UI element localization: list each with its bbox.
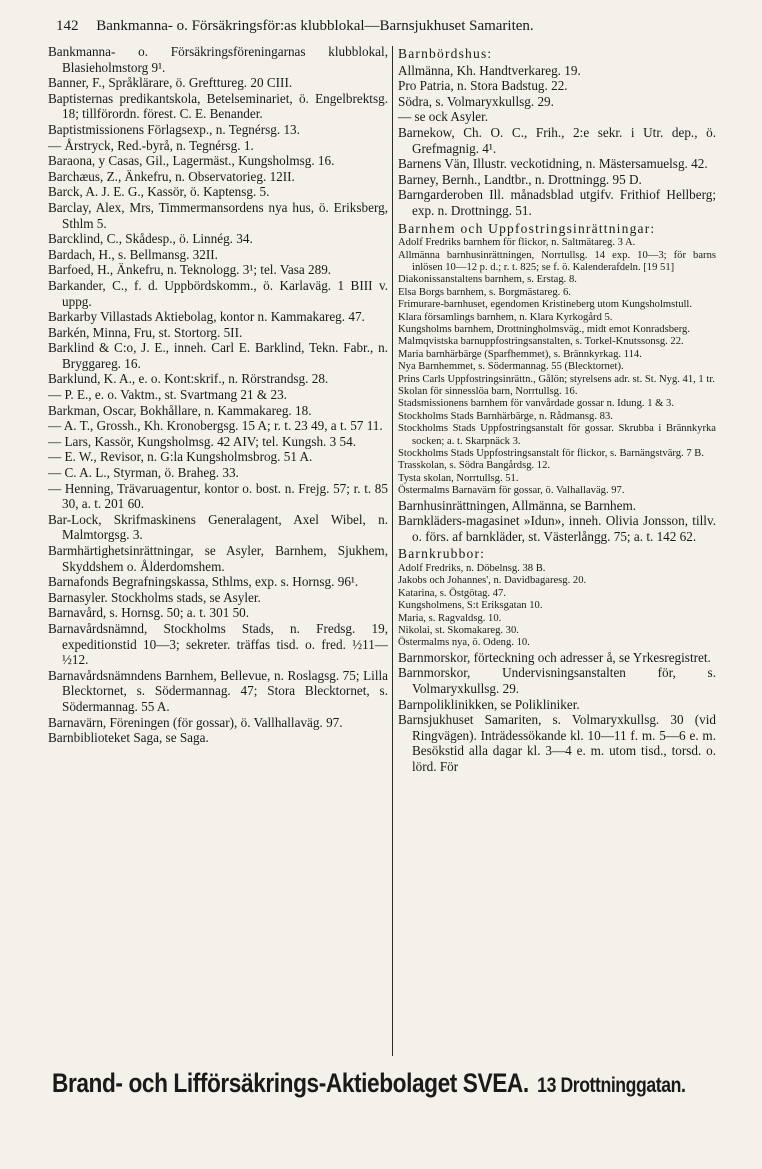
directory-entry: — se ock Asyler. xyxy=(398,109,489,125)
directory-entry: Barnasyler. Stockholms stads, se Asyler. xyxy=(48,589,261,605)
directory-entry: — C. A. L., Styrman, ö. Braheg. 33. xyxy=(48,465,239,481)
directory-entry: Barchæus, Z., Änkefru, n. Observatorieg. 12II. xyxy=(48,168,295,184)
sub-entry: Frimurare-barnhuset, egendomen Kristineberg utom Kungsholmstull. xyxy=(398,299,693,311)
sub-entry: Elsa Borgs barnhem, s. Borgmästareg. 6. xyxy=(398,286,571,298)
directory-entry: Barnmorskor, förteckning och adresser å, se Yrkesregistret. xyxy=(398,649,711,665)
directory-entry: Bar-Lock, Skrifmaskinens Generalagent, Axel Wibel, n. Malmtorgsg. 3. xyxy=(48,511,388,543)
directory-entry: Barck, A. J. E. G., Kassör, ö. Kaptensg. 5. xyxy=(48,184,270,200)
sub-entry: Jakobs och Johannes', n. Davidbagaresg. 20. xyxy=(398,575,587,587)
sub-entry: Allmänna barnhusinrättningen, Norrtullsg. 14 exp. 10—3; för barns inlösen 10—12 p. d.; r. t. 825; se f. ö. Kalenderafdeln. [19 51] xyxy=(398,249,716,273)
sub-entry: Stockholms Stads Barnhärbärge, n. Rådmansg. 83. xyxy=(398,410,613,422)
sub-entry: Stockholms Stads Uppfostringsanstalt för gossar. Skrubba i Brännkyrka socken; a. t. Skarpnäck 3. xyxy=(398,423,716,447)
sub-entry: Stockholms Stads Uppfostringsanstalt för flickor, s. Barnängstvärg. 7 B. xyxy=(398,448,704,460)
sub-entry: Kungsholms barnhem, Drottningholmsväg., midt emot Konradsberg. xyxy=(398,323,690,335)
directory-entry: Barnbiblioteket Saga, se Saga. xyxy=(48,730,209,746)
directory-entry: Barcklind, C., Skådesp., ö. Linnég. 34. xyxy=(48,231,253,247)
directory-entry: Bardach, H., s. Bellmansg. 32II. xyxy=(48,246,218,262)
advertisement-address: 13 Drottninggatan. xyxy=(537,1074,686,1097)
sub-entry: Trasskolan, s. Södra Bangårdsg. 12. xyxy=(398,460,551,472)
directory-entry: — E. W., Revisor, n. G:la Kungsholmsbrog. 51 A. xyxy=(48,449,313,465)
sub-entry: Stadsmissionens barnhem för vanvårdade gossar n. Idung. 1 & 3. xyxy=(398,398,674,410)
directory-entry: — A. T., Grossh., Kh. Kronobergsg. 15 A; r. t. 23 49, a t. 57 11. xyxy=(48,418,383,434)
directory-entry: Barnafonds Begrafningskassa, Sthlms, exp. s. Hornsg. 96¹. xyxy=(48,574,359,590)
directory-entry: Barnens Vän, Illustr. veckotidning, n. Mästersamuelsg. 42. xyxy=(398,156,708,172)
directory-entry: — Lars, Kassör, Kungsholmsg. 42 AIV; tel. Kungsh. 3 54. xyxy=(48,433,357,449)
directory-entry: Baptisternas predikantskola, Betelseminariet, ö. Engelbrektsg. 18; tillförordn. förest. C. E. Benander. xyxy=(48,90,388,122)
directory-entry: Barnavårdsnämndens Barnhem, Bellevue, n. Roslagsg. 75; Lilla Blecktornet, s. Södermannag. 47; Stora Blecktornet, s. Södermannag. 55 A. xyxy=(48,667,388,714)
advertisement-banner xyxy=(52,1068,686,1112)
directory-entry: Barnekow, Ch. O. C., Frih., 2:e sekr. i Utr. dep., ö. Grefmagnig. 4¹. xyxy=(398,124,716,156)
sub-entry: Östermalms nya, ö. Odeng. 10. xyxy=(398,637,530,649)
sub-entry: Malmqvistska barnuppfostringsanstalten, s. Torkel-Knutssonsg. 22. xyxy=(398,336,684,348)
sub-entry: Skolan för sinnesslöa barn, Norrtullsg. 16. xyxy=(398,386,578,397)
directory-entry: — P. E., e. o. Vaktm., st. Svartmang 21 & 23. xyxy=(48,387,287,403)
directory-entry: Barnkläders-magasinet »Idun», inneh. Olivia Jonsson, tillv. o. förs. af barnkläder, st. Västerlångg. 75; a. t. 142 62. xyxy=(398,513,716,544)
directory-entry: Baptistmissionens Förlagsexp., n. Tegnérsg. 13. xyxy=(48,121,300,137)
advertisement-text: Brand- och Lifförsäkrings-Aktiebolaget SVEA. xyxy=(52,1068,529,1098)
sub-entry: Klara församlings barnhem, n. Klara Kyrkogård 5. xyxy=(398,311,613,323)
directory-entry: Barkén, Minna, Fru, st. Stortorg. 5II. xyxy=(48,324,243,340)
directory-entry: — Henning, Trävaruagentur, kontor o. bost. n. Frejg. 57; r. t. 85 30, a. t. 201 60. xyxy=(48,480,388,512)
sub-entry: Adolf Fredriks, n. Döbelnsg. 38 B. xyxy=(398,563,546,575)
sub-entry: Kungsholmens, S:t Eriksgatan 10. xyxy=(398,600,543,612)
section-heading: Barnbördshus: xyxy=(398,46,493,61)
directory-entry: Barkman, Oscar, Bokhållare, n. Kammakareg. 18. xyxy=(48,402,312,418)
sub-entry: Maria barnhärbärge (Sparfhemmet), s. Brännkyrkag. 114. xyxy=(398,348,642,360)
directory-entry: Barnsjukhuset Samariten, s. Volmaryxkullsg. 30 (vid Ringvägen). Inträdessökande kl. 10—11 f. m. 5—6 e. m. Besökstid alla dagar kl. 3—4 e. m. utom tisd., torsd. o. lörd. För xyxy=(398,712,716,775)
section-heading: Barnkrubbor: xyxy=(398,546,486,562)
sub-entry: Nikolai, st. Skomakareg. 30. xyxy=(398,625,519,637)
page-number: 142 xyxy=(56,18,79,34)
right-column xyxy=(398,44,716,775)
directory-entry: Barkander, C., f. d. Uppbördskomm., ö. Karlaväg. 1 BIII v. uppg. xyxy=(48,277,388,309)
directory-entry: Barfoed, H., Änkefru, n. Teknologg. 3¹; tel. Vasa 289. xyxy=(48,262,332,278)
directory-entry: Barnpoliklinikken, se Polikliniker. xyxy=(398,696,580,712)
directory-entry: Barney, Bernh., Landtbr., n. Drottningg. 95 D. xyxy=(398,171,642,187)
directory-entry: Barclay, Alex, Mrs, Timmermansordens nya hus, ö. Eriksberg, Sthlm 5. xyxy=(48,199,388,231)
sub-entry: Adolf Fredriks barnhem för flickor, n. Saltmätareg. 3 A. xyxy=(398,237,636,249)
directory-entry: Södra, s. Volmaryxkullsg. 29. xyxy=(398,93,554,109)
sub-entry: Östermalms Barnavärn för gossar, ö. Valhallaväg. 97. xyxy=(398,485,625,497)
directory-entry: Barklund, K. A., e. o. Kont:skrif., n. Rörstrandsg. 28. xyxy=(48,371,329,387)
directory-entry: Bankmanna- o. Försäkringsföreningarnas klubblokal, Blasieholmstorg 9¹. xyxy=(48,44,388,75)
sub-entry: Diakonissanstaltens barnhem, s. Erstag. 8. xyxy=(398,274,577,286)
directory-entry: Barnavård, s. Hornsg. 50; a. t. 301 50. xyxy=(48,605,250,621)
section-heading: Barnhem och Uppfostringsinrättningar: xyxy=(398,220,656,236)
running-title: Bankmanna- o. Försäkringsför:as klubblokal—Barnsjukhuset Samariten. xyxy=(96,18,534,34)
directory-entry: Allmänna, Kh. Handtverkareg. 19. xyxy=(398,62,581,78)
sub-entry: Maria, s. Ragvaldsg. 10. xyxy=(398,612,502,624)
directory-entry: Barngarderoben Ill. månadsblad utgifv. Frithiof Hellberg; exp. n. Drottningg. 51. xyxy=(398,187,716,218)
directory-entry: Pro Patria, n. Stora Badstug. 22. xyxy=(398,78,568,94)
directory-entry: Barnhusinrättningen, Allmänna, se Barnhem. xyxy=(398,497,637,513)
sub-entry: Nya Barnhemmet, s. Södermannag. 55 (Blecktornet). xyxy=(398,361,624,373)
directory-entry: Barklind & C:o, J. E., inneh. Carl E. Barklind, Tekn. Fabr., n. Bryggareg. 16. xyxy=(48,340,388,371)
left-column xyxy=(48,44,388,746)
directory-entry: Barkarby Villastads Aktiebolag, kontor n. Kammakareg. 47. xyxy=(48,309,365,325)
sub-entry: Tysta skolan, Norrtullsg. 51. xyxy=(398,472,519,484)
sub-entry: Katarina, s. Östgötag. 47. xyxy=(398,587,506,599)
sub-entry: Prins Carls Uppfostringsinrättn., Gålön; styrelsens adr. st. St. Nyg. 41, 1 tr. xyxy=(398,373,715,385)
directory-entry: Barnavårdsnämnd, Stockholms Stads, n. Fredsg. 19, expeditionstid 10—3; sekreter. träffas tisd. o. fred. ½11—½12. xyxy=(48,620,388,668)
directory-entry: — Årstryck, Red.-byrå, n. Tegnérsg. 1. xyxy=(48,137,254,153)
directory-entry: Baraona, y Casas, Gil., Lagermäst., Kungsholmsg. 16. xyxy=(48,153,335,169)
page-header xyxy=(56,18,696,40)
directory-entry: Barnmorskor, Undervisningsanstalten för, s. Volmaryxkullsg. 29. xyxy=(398,665,716,697)
directory-entry: Barnavärn, Föreningen (för gossar), ö. Vallhallaväg. 97. xyxy=(48,714,343,730)
directory-entry: Barmhärtighetsinrättningar, se Asyler, Barnhem, Sjukhem, Skyddshem o. Ålderdomshem. xyxy=(48,543,388,574)
directory-entry: Banner, F., Språklärare, ö. Grefttureg. 20 CIII. xyxy=(48,75,293,91)
column-divider xyxy=(392,46,393,1056)
